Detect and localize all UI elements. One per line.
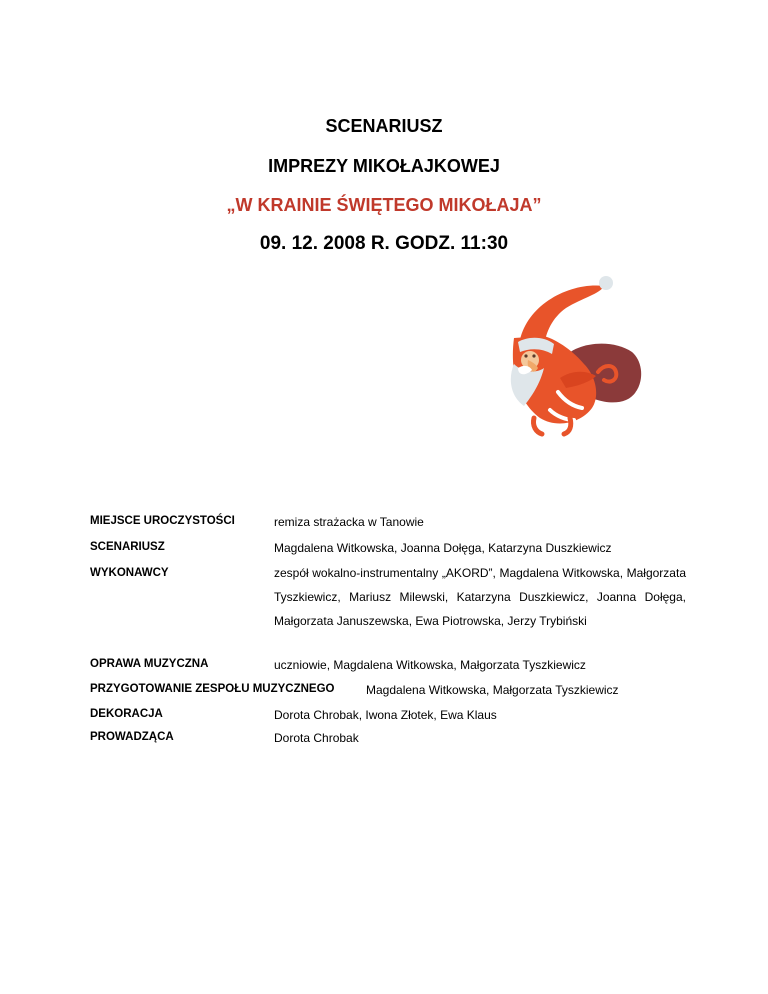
detail-label: DEKORACJA: [90, 708, 163, 720]
santa-claus-icon: [500, 268, 648, 438]
detail-value: uczniowie, Magdalena Witkowska, Małgorzata Tyszkiewicz: [274, 658, 586, 672]
detail-label: PRZYGOTOWANIE ZESPOŁU MUZYCZNEGO: [90, 683, 335, 695]
detail-label: PROWADZĄCA: [90, 731, 174, 743]
detail-label: WYKONAWCY: [90, 567, 169, 579]
detail-value: Magdalena Witkowska, Joanna Dołęga, Katarzyna Duszkiewicz: [274, 541, 612, 555]
detail-value: zespół wokalno-instrumentalny „AKORD”, Magdalena Witkowska, Małgorzata Tyszkiewicz, Mariusz Milewski, Katarzyna Duszkiewicz, Joanna Dołęga, Małgorzata Januszewska, Ewa Piotrowska, Jerzy Trybiński: [274, 566, 686, 628]
detail-value: Magdalena Witkowska, Małgorzata Tyszkiewicz: [366, 683, 619, 697]
detail-label: OPRAWA MUZYCZNA: [90, 658, 209, 670]
detail-value: remiza strażacka w Tanowie: [274, 515, 424, 529]
title-event-name: „W KRAINIE ŚWIĘTEGO MIKOŁAJA”: [226, 195, 542, 215]
detail-label: SCENARIUSZ: [90, 541, 165, 553]
title-scenariusz: SCENARIUSZ: [325, 116, 443, 136]
title-date-time: 09. 12. 2008 R. GODZ. 11:30: [259, 233, 509, 254]
detail-label: MIEJSCE UROCZYSTOŚCI: [90, 515, 235, 527]
title-event-type: IMPREZY MIKOŁAJKOWEJ: [268, 156, 500, 176]
detail-value: Dorota Chrobak: [274, 731, 359, 745]
detail-value: Dorota Chrobak, Iwona Złotek, Ewa Klaus: [274, 708, 497, 722]
